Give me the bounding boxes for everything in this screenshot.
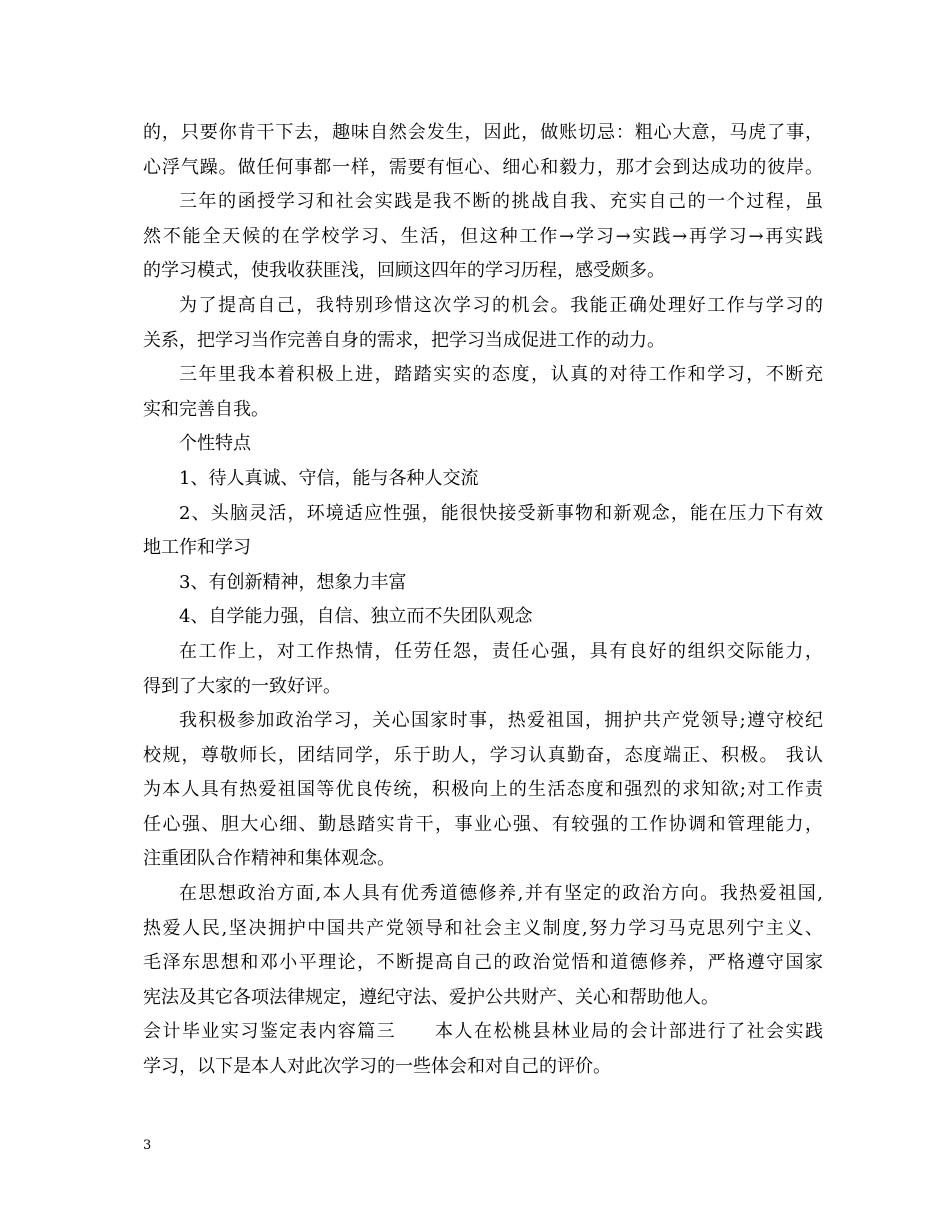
text-line: 在思想政治方面,本人具有优秀道德修养,并有坚定的政治方向。我热爱祖国, bbox=[179, 883, 823, 905]
text-line: 关系，把学习当作完善自身的需求，把学习当成促进工作的动力。 bbox=[143, 329, 665, 351]
text-line: 任心强、胆大心细、勤恳踏实肯干，事业心强、有较强的工作协调和管理能力， bbox=[143, 813, 823, 835]
text-line: 实和完善自我。 bbox=[143, 398, 269, 420]
text-line: 热爱人民,坚决拥护中国共产党领导和社会主义制度,努力学习马克思列宁主义、 bbox=[143, 917, 823, 939]
text-line: 为了提高自己，我特别珍惜这次学习的机会。我能正确处理好工作与学习的 bbox=[179, 294, 823, 316]
text-line: 2、头脑灵活，环境适应性强，能很快接受新事物和新观念，能在压力下有效 bbox=[179, 502, 823, 524]
text-line: 三年的函授学习和社会实践是我不断的挑战自我、充实自己的一个过程，虽 bbox=[179, 191, 823, 213]
text-line: 4、自学能力强，自信、独立而不失团队观念 bbox=[179, 606, 533, 628]
text-line: 毛泽东思想和邓小平理论，不断提高自己的政治觉悟和道德修养，严格遵守国家 bbox=[143, 952, 823, 974]
text-line: 学习，以下是本人对此次学习的一些体会和对自己的评价。 bbox=[143, 1056, 611, 1078]
text-line: 宪法及其它各项法律规定，遵纪守法、爱护公共财产、关心和帮助他人。 bbox=[143, 986, 719, 1008]
page-number: 3 bbox=[143, 1138, 152, 1153]
text-line: 个性特点 bbox=[179, 433, 251, 455]
text-line: 3、有创新精神，想象力丰富 bbox=[179, 571, 407, 593]
text-line: 然不能全天候的在学校学习、生活，但这种工作→学习→实践→再学习→再实践 bbox=[143, 225, 823, 247]
text-line: 为本人具有热爱祖国等优良传统，积极向上的生活态度和强烈的求知欲;对工作责 bbox=[143, 779, 823, 801]
text-line: 在工作上，对工作热情，任劳任怨，责任心强，具有良好的组织交际能力， bbox=[179, 640, 823, 662]
text-line: 的学习模式，使我收获匪浅，回顾这四年的学习历程，感受颇多。 bbox=[143, 260, 665, 282]
text-line: 地工作和学习 bbox=[143, 537, 251, 559]
text-line: 1、待人真诚、守信，能与各种人交流 bbox=[179, 467, 479, 489]
text-line: 会计毕业实习鉴定表内容篇三 本人在松桃县林业局的会计部进行了社会实践 bbox=[143, 1021, 823, 1043]
document-body bbox=[143, 116, 823, 1085]
text-line: 的，只要你肯干下去，趣味自然会发生，因此，做账切忌：粗心大意，马虎了事， bbox=[143, 122, 823, 143]
text-line: 校规，尊敬师长，团结同学，乐于助人，学习认真勤奋，态度端正、积极。 我认 bbox=[143, 744, 823, 766]
text-line: 三年里我本着积极上进，踏踏实实的态度，认真的对待工作和学习，不断充 bbox=[179, 364, 823, 386]
text-line: 注重团队合作精神和集体观念。 bbox=[143, 848, 395, 870]
text-line: 得到了大家的一致好评。 bbox=[143, 675, 341, 697]
text-line: 我积极参加政治学习，关心国家时事，热爱祖国，拥护共产党领导;遵守校纪 bbox=[179, 710, 823, 732]
text-line: 心浮气躁。做任何事都一样，需要有恒心、细心和毅力，那才会到达成功的彼岸。 bbox=[143, 156, 823, 178]
